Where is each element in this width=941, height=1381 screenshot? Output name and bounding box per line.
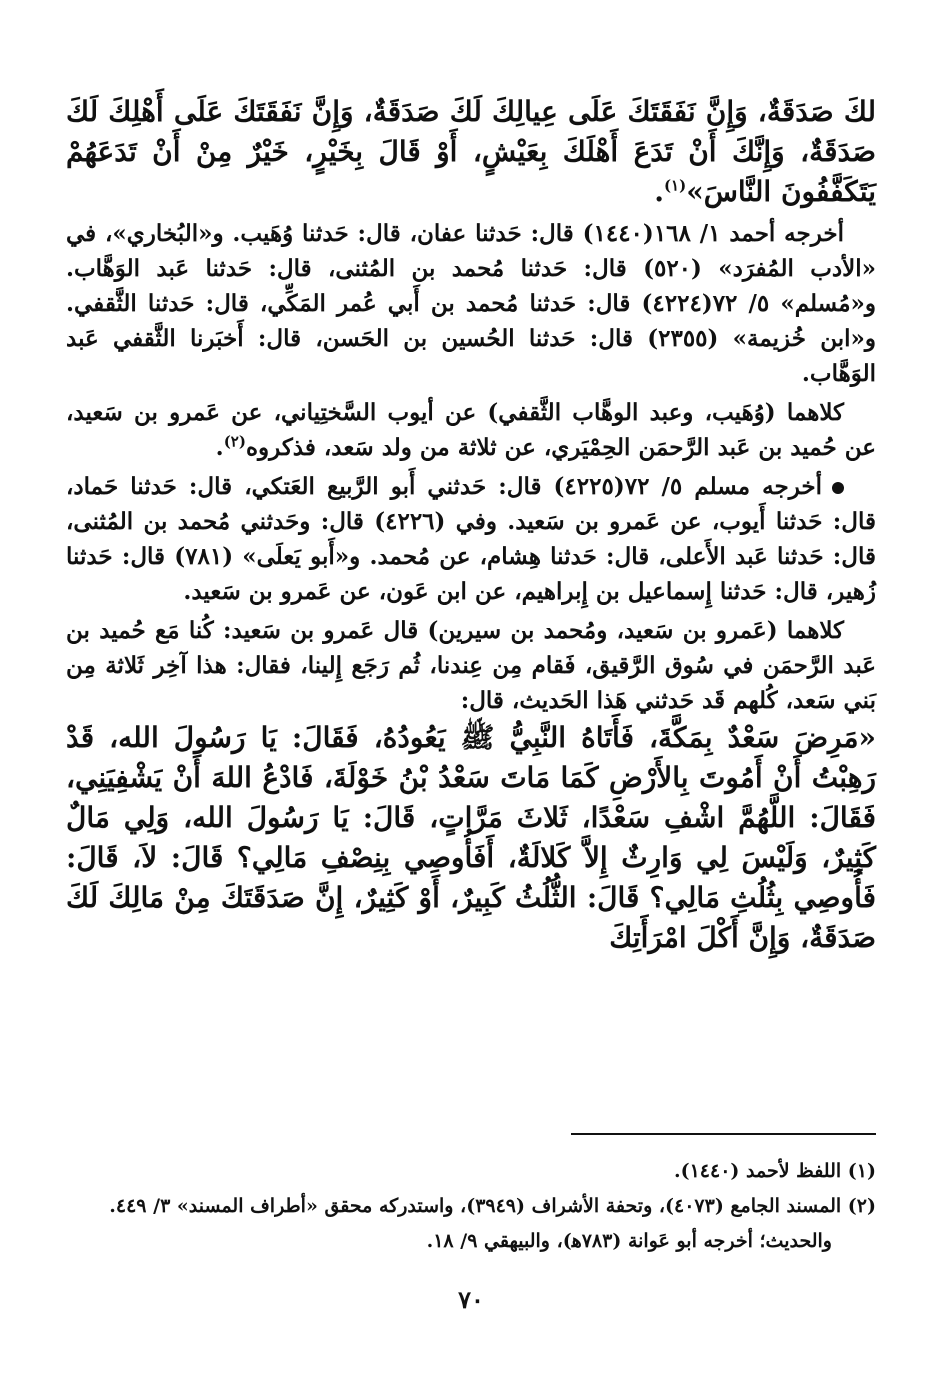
takhrij-paragraph-2-text: كلاهما (وُهَيب، وعبد الوهَّاب الثَّقفي) عن أيوب السَّختِياني، عن عَمرو بن سَعيد، عن حُميد بن عَبد الرَّحمَن الحِمْيَري، عن ثلاثة من ولد سَعد، فذكروه (66, 399, 876, 461)
hadith-continuation: لكَ صَدَقَةٌ، وَإِنَّ نَفَقَتَكَ عَلَى عِيالِكَ لَكَ صَدَقَةٌ، وَإِنَّ نَفَقَتَكَ عَلَى أَهْلِكَ لَكَ صَدَقَةٌ، وَإِنَّكَ أَنْ تَدَعَ أَهْلَكَ بِعَيْشٍ، أَوْ قَالَ بِخَيْرٍ، خَيْرٌ مِنْ أَنْ تَدَعَهُمْ يَتَكَفَّفُونَ النَّاسَ»$^{(١)}$. (66, 95, 876, 208)
hadith-continuation-text: لكَ صَدَقَةٌ، وَإِنَّ نَفَقَتَكَ عَلَى عِيالِكَ لَكَ صَدَقَةٌ، وَإِنَّ نَفَقَتَكَ عَلَى أَهْلِكَ لَكَ صَدَقَةٌ، وَإِنَّكَ أَنْ تَدَعَ أَهْلَكَ بِعَيْشٍ، أَوْ قَالَ بِخَيْرٍ، خَيْرٌ مِنْ أَنْ تَدَعَهُمْ يَتَكَفَّفُونَ النَّاسَ» (66, 95, 876, 208)
page-body (66, 92, 876, 1352)
footnote-1: (١) اللفظ لأحمد (١٤٤٠). (673, 1160, 876, 1182)
takhrij-paragraph-3 (66, 469, 876, 609)
takhrij-paragraph-4: كلاهما (عَمرو بن سَعيد، ومُحمد بن سيرين) قال عَمرو بن سَعيد: كُنا مَع حُميد بن عَبد الرَّحمَن في سُوق الرَّقيق، فَقام مِن عِندنا، ثُم رَجَع إِلينا، فقال: هذا آخِر ثَلاثة مِن بَني سَعد، كُلهم قَد حَدثني هَذا الحَديث، قال: (66, 617, 876, 714)
bullet-icon (832, 482, 844, 494)
page-number: ٧٠ (458, 1285, 484, 1314)
takhrij-paragraph-2-end: . (215, 434, 224, 461)
footnotes (66, 1154, 876, 1259)
footnote-2-continuation: والحديث؛ أخرجه أبو عَوانة (٧٨٣ﻫ)، والبيهقي ٩/ ١٨. (426, 1230, 832, 1252)
takhrij-paragraph-1: أخرجه أحمد ١/ ١٦٨(١٤٤٠) قال: حَدثنا عفان، قال: حَدثنا وُهَيب. و«البُخاري»، في «الأدب المُفرَد» (٥٢٠) قال: حَدثنا مُحمد بن المُثنى، قال: حَدثنا عَبد الوَهَّاب. و«مُسلم» ٥/ ٧٢(٤٢٢٤) قال: حَدثنا مُحمد بن أَبي عُمر المَكِّي، قال: حَدثنا الثَّقفي. و«ابن خُزيمة» (٢٣٥٥) قال: حَدثنا الحُسين بن الحَسن، قال: أَخبَرنا الثَّقفي عَبد الوَهَّاب. (66, 220, 876, 387)
takhrij-paragraph-3-text: أخرجه مسلم ٥/ ٧٢(٤٢٢٥) قال: حَدثني أَبو الرَّبيع العَتكي، قال: حَدثنا حَماد، قال: حَدثنا أَيوب، عن عَمرو بن سَعيد. وفي (٤٢٢٦) قال: وحَدثني مُحمد بن المُثنى، قال: حَدثنا عَبد الأَعلى، قال: حَدثنا هِشام، عن مُحمد. و«أَبو يَعلَى» (٧٨١) قال: حَدثنا زُهير، قال: حَدثنا إِسماعيل بن إِبراهيم، عن ابن عَون، عن عَمرو بن سَعيد. (66, 473, 877, 605)
takhrij-paragraph-2 (66, 395, 876, 465)
hadith-text: «مَرِضَ سَعْدٌ بِمَكَّةَ، فَأَتَاهُ النَّبِيُّ ﷺ يَعُودُهُ، فَقَالَ: يَا رَسُولَ الله، قَدْ رَهِبْتُ أَنْ أَمُوتَ بِالأَرْضِ كَمَا مَاتَ سَعْدُ بْنُ خَوْلَةَ، فَادْعُ اللهَ أَنْ يَشْفِيَنِي، فَقَالَ: اللَّهُمَّ اشْفِ سَعْدًا، ثَلاثَ مَرَّاتٍ، قَالَ: يَا رَسُولَ الله، وَلِي مَالٌ كَثِيرٌ، وَلَيْسَ لِي وَارِثٌ إِلاَّ كَلالَةٌ، أَفَأُوصِي بِنِصْفِ مَالِي؟ قَالَ: لاَ، قَالَ: فَأُوصِي بِثُلُثِ مَالِي؟ قَالَ: الثُّلُثُ كَبِيرٌ، أَوْ كَثِيرٌ، إِنَّ صَدَقَتَكَ مِنْ مَالِكَ لَكَ صَدَقَةٌ، وَإِنَّ أَكْلَ امْرَأَتِكَ (66, 721, 876, 954)
footnote-ref-2: (٢) (223, 432, 246, 451)
footnote-2: (٢) المسند الجامع (٤٠٧٣)، وتحفة الأشراف (٣٩٤٩)، واستدركه محقق «أطراف المسند» ٣/ ٤٤٩. (109, 1195, 876, 1217)
footnote-ref-1: (١) (663, 176, 687, 195)
footnote-separator (571, 1133, 876, 1135)
